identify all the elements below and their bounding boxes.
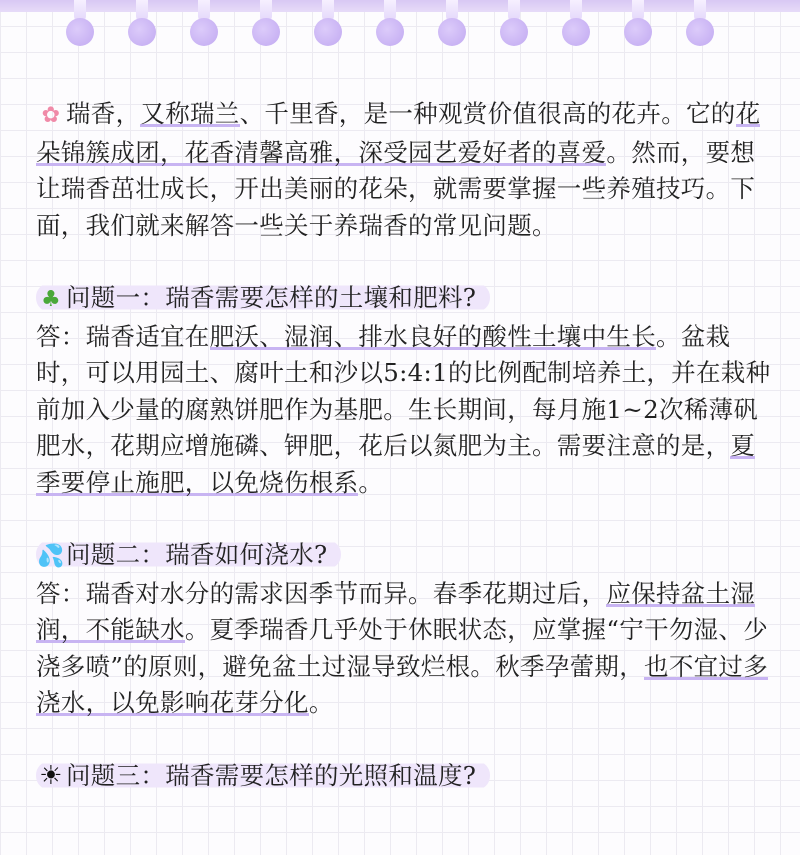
binding-hole [624,18,652,46]
answer-highlight: 夏季要停止施肥，以免烧伤根系 [36,431,756,497]
q2-heading [36,537,776,576]
answer-text: 。夏季瑞香几乎处于休眠状态，应掌握“宁干勿湿、少浇多喷”的原则，避免盆土过湿导致烂根。秋季孕蕾期， [36,615,769,681]
intro-text: 。然而，要想让瑞香茁壮成长，开出美丽的花朵，就需要掌握一些养殖技巧。下面，我们就来解答一些关于养瑞香的常见问题。 [36,137,756,240]
q3-question: 问题三：瑞香需要怎样的光照和温度? [66,760,477,790]
binding-hole [376,18,404,46]
binding-hole [190,18,218,46]
binding-hole [66,18,94,46]
q3-heading [36,758,776,795]
q1-question: 问题一：瑞香需要怎样的土壤和肥料? [66,283,477,312]
intro-highlight-2: 花朵锦簇成团，花香清馨高雅，深受园艺爱好者的喜爱 [36,99,761,167]
q1-heading [36,280,776,319]
intro-text: 瑞香， [66,99,141,128]
answer-text: 。 [308,688,334,717]
intro-paragraph [36,96,776,244]
note-content [36,96,776,794]
binding-strip [0,0,800,12]
answer-text: 。 [358,467,384,497]
answer-text: 答：瑞香对水分的需求因季节而异。春季花期过后， [36,578,607,608]
answer-text: 答：瑞香适宜在 [36,321,210,351]
binding-hole [252,18,280,46]
notebook-binding [0,0,800,64]
binding-hole [438,18,466,46]
answer-highlight: 也不宜过多浇水，以免影响花芽分化 [36,651,769,717]
answer-highlight: 肥沃、湿润、排水良好的酸性土壤中生长 [209,321,657,351]
sun-icon: ☀ [39,760,63,791]
sweat-droplets-icon: 💦 [37,544,65,569]
binding-hole [128,18,156,46]
answer-text: 。盆栽时，可以用园土、腐叶土和沙以5:4:1的比例配制培养土，并在栽种前加入少量的腐熟饼肥作为基肥。生长期间，每月施1~2次稀薄矾肥水，花期应增施磷、钾肥，花后以氮肥为主。需要注意的是， [36,321,771,460]
intro-highlight-1: 又称瑞兰 [140,99,240,128]
cherry-blossom-icon: ✿ [41,103,61,128]
binding-hole [314,18,342,46]
binding-hole [686,18,714,46]
binding-hole [562,18,590,46]
seedling-icon: ♣ [40,287,62,312]
q2-answer [36,576,776,722]
intro-text: 、千里香，是一种观赏价值很高的花卉。它的 [239,99,736,128]
q2-question: 问题二：瑞香如何浇水? [66,540,328,569]
q1-answer [36,319,776,502]
binding-hole [500,18,528,46]
answer-highlight: 应保持盆土湿润，不能缺水 [36,578,756,644]
